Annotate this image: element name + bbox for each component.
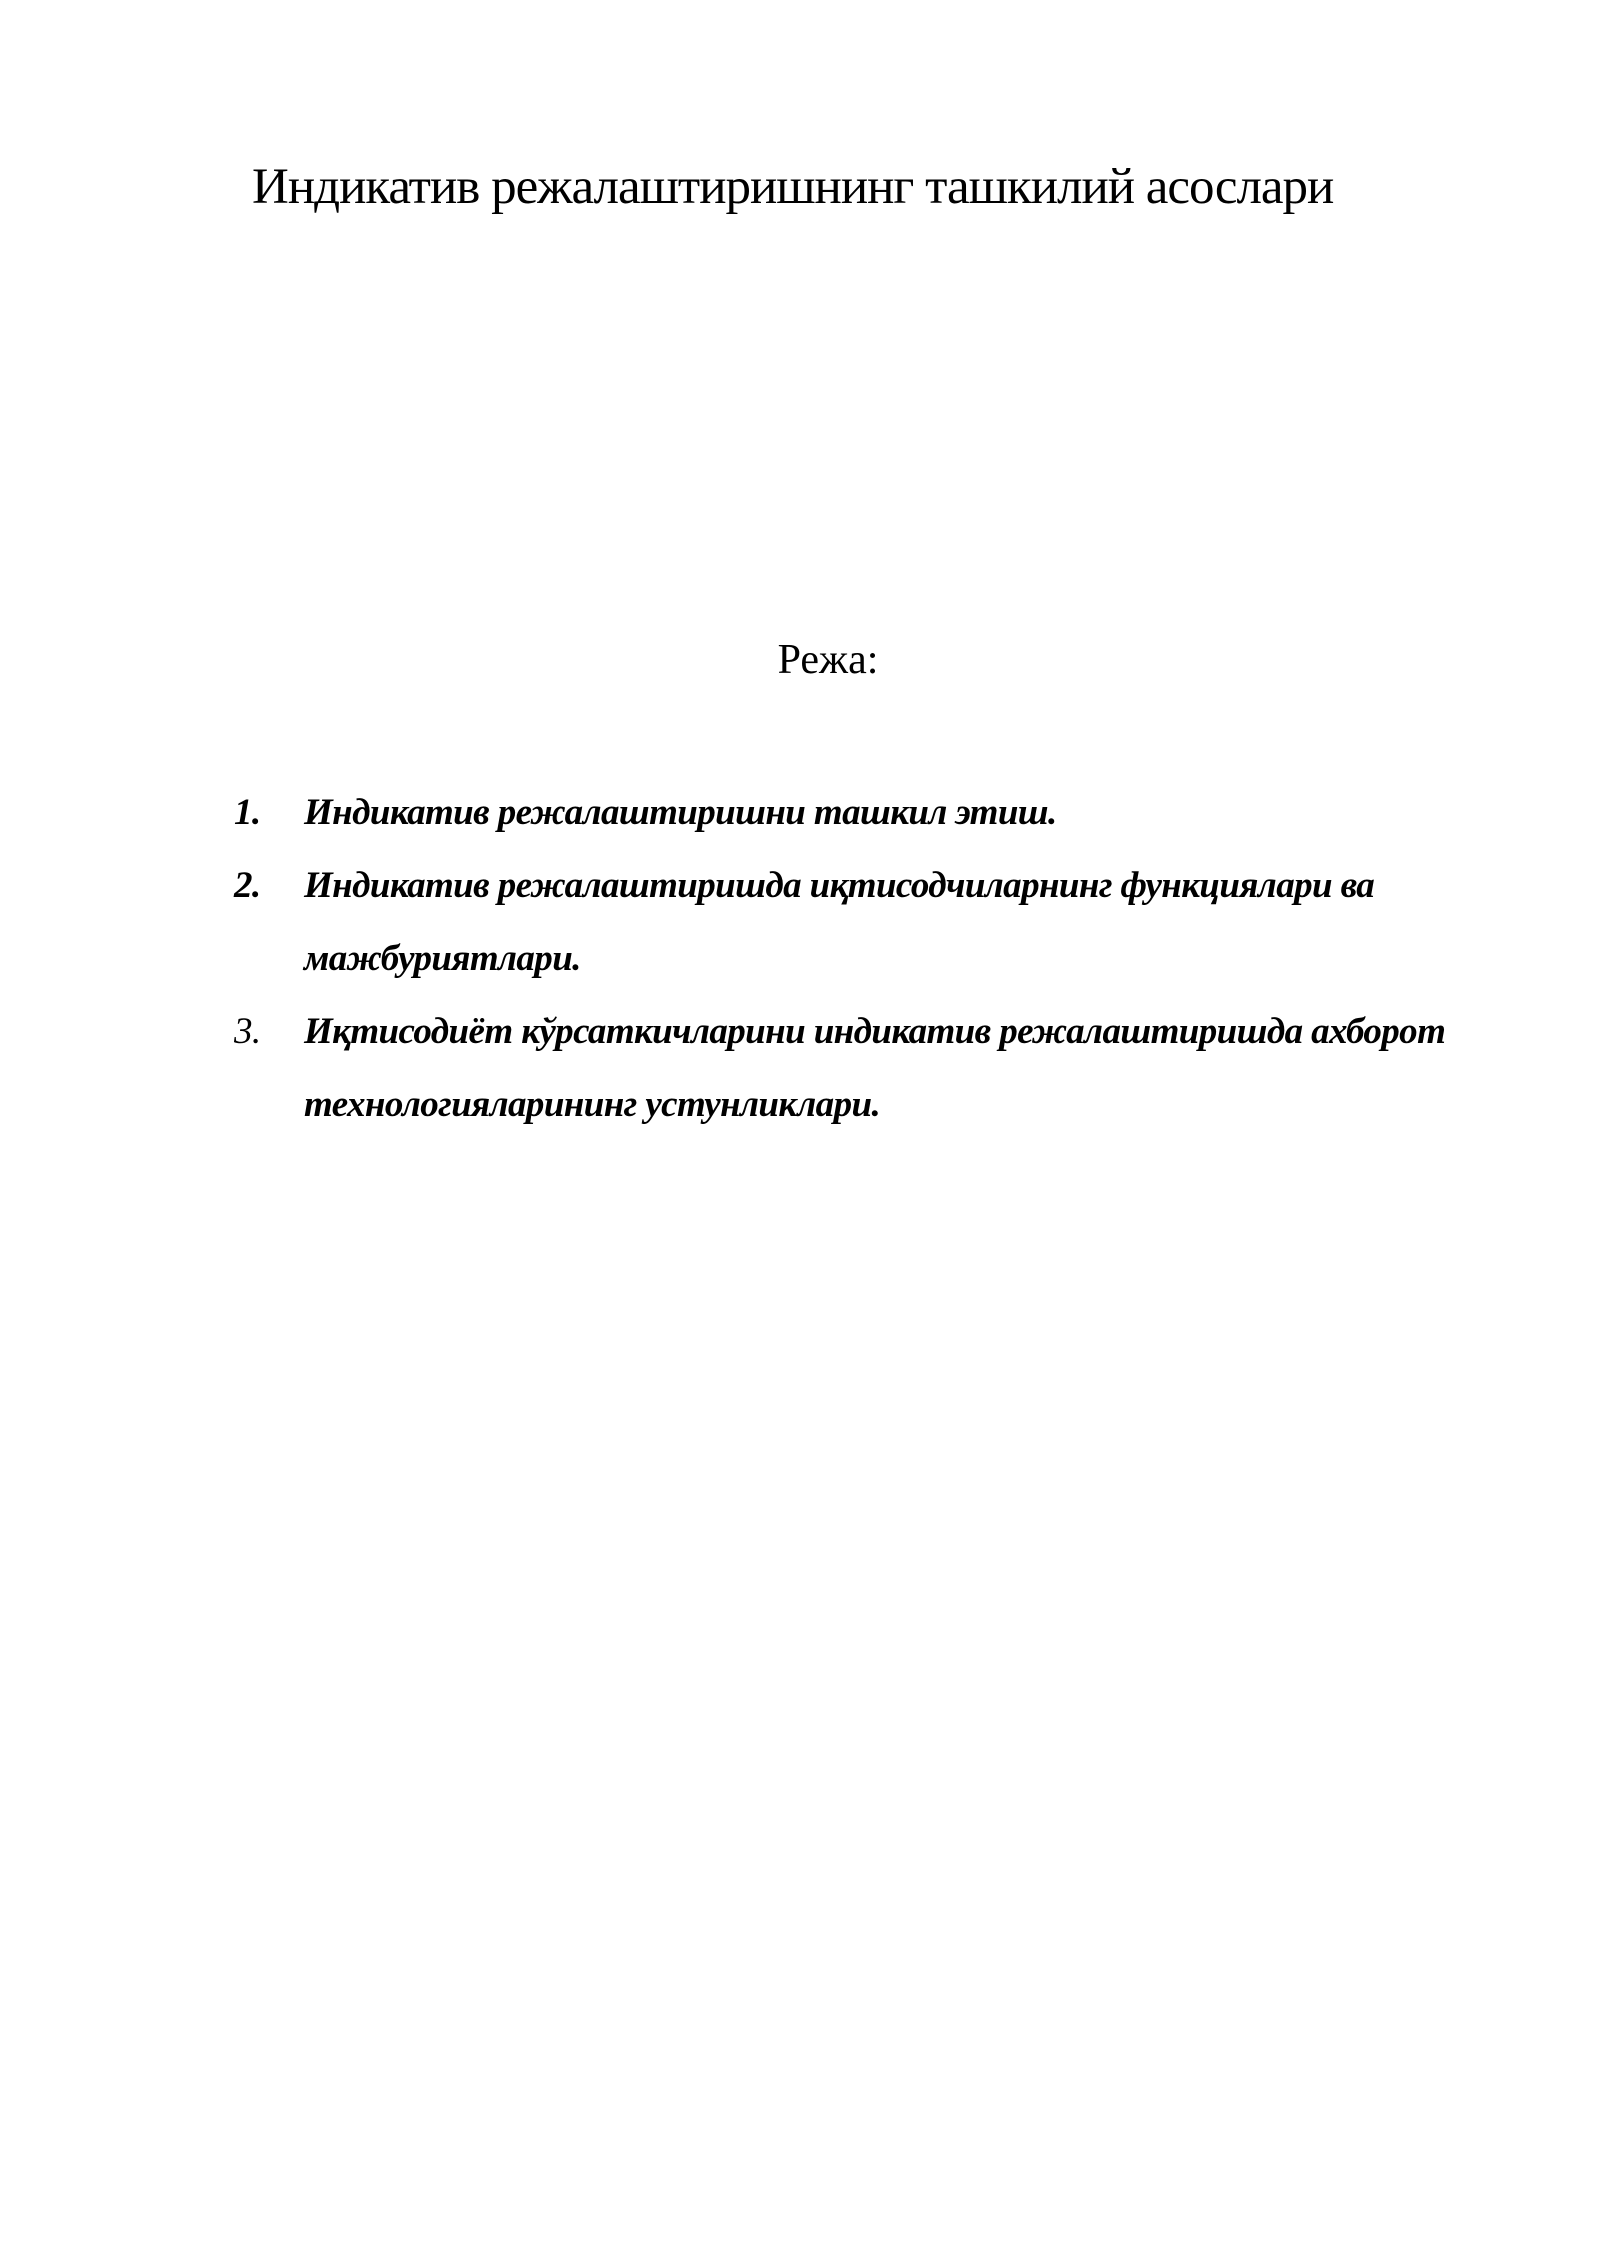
plan-item-text: Индикатив режалаштиришда иқтисодчиларнинг функциялари ва мажбуриятлари. bbox=[304, 865, 1375, 979]
document-title: Индикатив режалаштиришнинг ташкилий асослари bbox=[252, 159, 1334, 215]
plan-item-1 bbox=[234, 776, 1474, 849]
plan-heading: Режа: bbox=[777, 637, 879, 683]
plan-item-number: 2. bbox=[234, 865, 261, 906]
plan-item-number: 3. bbox=[234, 1011, 261, 1052]
plan-item-2 bbox=[234, 849, 1474, 995]
plan-item-text: Иқтисодиёт кўрсаткичларини индикатив режалаштиришда ахборот технологияларининг устунликлари. bbox=[304, 1011, 1446, 1125]
plan-list bbox=[234, 776, 1474, 1141]
plan-item-3 bbox=[234, 995, 1474, 1141]
plan-item-number: 1. bbox=[234, 792, 261, 833]
plan-item-text: Индикатив режалаштиришни ташкил этиш. bbox=[304, 792, 1057, 833]
